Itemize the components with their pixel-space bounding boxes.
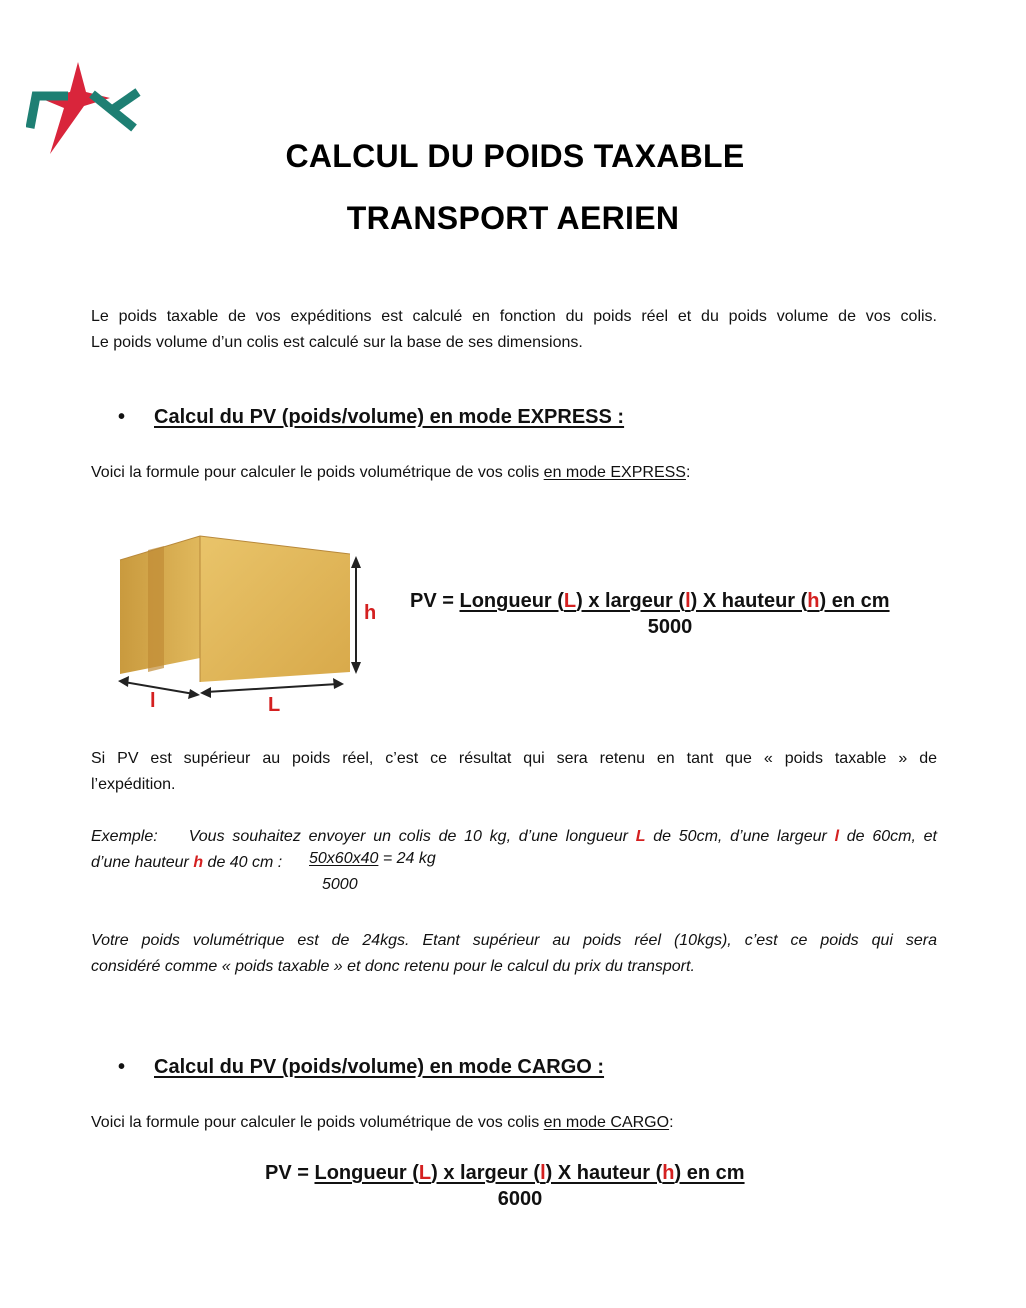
- retained-line: l’expédition.: [91, 776, 176, 793]
- intro-line: Le poids volume d’un colis est calculé sur la base de ses dimensions.: [91, 334, 583, 351]
- example-divisor: 5000: [322, 876, 358, 893]
- example-line: [91, 824, 937, 850]
- bullet-icon: •: [118, 406, 126, 428]
- conclusion-paragraph: [91, 928, 937, 980]
- page-subtitle: TRANSPORT AERIEN: [346, 200, 680, 236]
- label-h: h: [364, 602, 377, 624]
- label-l: l: [150, 690, 156, 712]
- formula-var-h: h: [807, 590, 820, 612]
- cargo-formula: [265, 1162, 745, 1185]
- example-numerator: 50x60x40: [309, 850, 379, 867]
- formula-part: ) X hauteur (: [690, 590, 808, 612]
- express-formula-intro: [91, 460, 690, 486]
- formula-numerator: [314, 1162, 744, 1184]
- express-heading-text: Calcul du PV (poids/volume) en mode EXPRESS :: [154, 406, 625, 428]
- formula-intro-mode: en mode EXPRESS: [543, 464, 686, 481]
- example-var-L: L: [635, 828, 646, 845]
- formula-intro-mode: en mode CARGO: [543, 1114, 670, 1131]
- express-divisor: 5000: [647, 616, 693, 638]
- formula-prefix: PV =: [410, 590, 460, 612]
- example-paragraph: [91, 824, 937, 876]
- formula-prefix: PV =: [265, 1162, 315, 1184]
- example-var-l: l: [834, 828, 840, 845]
- formula-part: Longueur (: [459, 590, 564, 612]
- intro-line: Le poids taxable de vos expéditions est calculé en fonction du poids réel et du poids volume de vos colis.: [91, 308, 937, 325]
- formula-part: ) x largeur (: [576, 590, 686, 612]
- cargo-heading-text: Calcul du PV (poids/volume) en mode CARGO :: [154, 1056, 605, 1078]
- conclusion-line: considéré comme « poids taxable » et donc retenu pour le calcul du prix du transport.: [91, 958, 695, 975]
- conclusion-line: Votre poids volumétrique est de 24kgs. Etant supérieur au poids réel (10kgs), c’est ce poids qui sera: [91, 932, 937, 949]
- express-formula: [410, 590, 890, 613]
- formula-part: ) X hauteur (: [545, 1162, 663, 1184]
- formula-var-l: l: [685, 590, 691, 612]
- formula-var-L: L: [418, 1162, 432, 1184]
- express-heading: [118, 406, 624, 429]
- example-text: de 60cm, et: [839, 828, 938, 845]
- bullet-icon: •: [118, 1056, 126, 1078]
- cargo-heading: [118, 1056, 604, 1079]
- cardboard-box-icon: [98, 522, 398, 732]
- retained-line: Si PV est supérieur au poids réel, c’est ce résultat qui sera retenu en tant que « poids taxable » de: [91, 750, 937, 767]
- formula-part: Longueur (: [314, 1162, 419, 1184]
- formula-part: ) x largeur (: [431, 1162, 541, 1184]
- example-text: de 40 cm :: [203, 854, 283, 871]
- formula-var-l: l: [540, 1162, 546, 1184]
- formula-part: ) en cm: [819, 590, 890, 612]
- formula-var-L: L: [563, 590, 577, 612]
- example-text: de 50cm, d’une largeur: [645, 828, 835, 845]
- cargo-divisor: 6000: [497, 1188, 543, 1210]
- example-line: [91, 850, 937, 876]
- example-text: d’une hauteur: [91, 854, 194, 871]
- page-title: CALCUL DU POIDS TAXABLE: [285, 138, 745, 174]
- formula-intro-text: Voici la formule pour calculer le poids volumétrique de vos colis: [91, 464, 544, 481]
- label-L: L: [268, 694, 281, 716]
- example-text: Exemple: Vous souhaitez envoyer un colis de 10 kg, d’une longueur: [91, 828, 636, 845]
- example-calculation: [309, 850, 436, 868]
- formula-intro-end: :: [669, 1114, 674, 1131]
- retained-paragraph: [91, 746, 937, 798]
- formula-var-h: h: [662, 1162, 675, 1184]
- formula-intro-text: Voici la formule pour calculer le poids volumétrique de vos colis: [91, 1114, 544, 1131]
- formula-part: ) en cm: [674, 1162, 745, 1184]
- formula-intro-end: :: [685, 464, 691, 481]
- formula-numerator: [459, 590, 889, 612]
- intro-paragraph: [91, 304, 937, 356]
- cargo-formula-intro: [91, 1110, 674, 1136]
- example-result: = 24 kg: [378, 850, 436, 867]
- example-var-h: h: [193, 854, 204, 871]
